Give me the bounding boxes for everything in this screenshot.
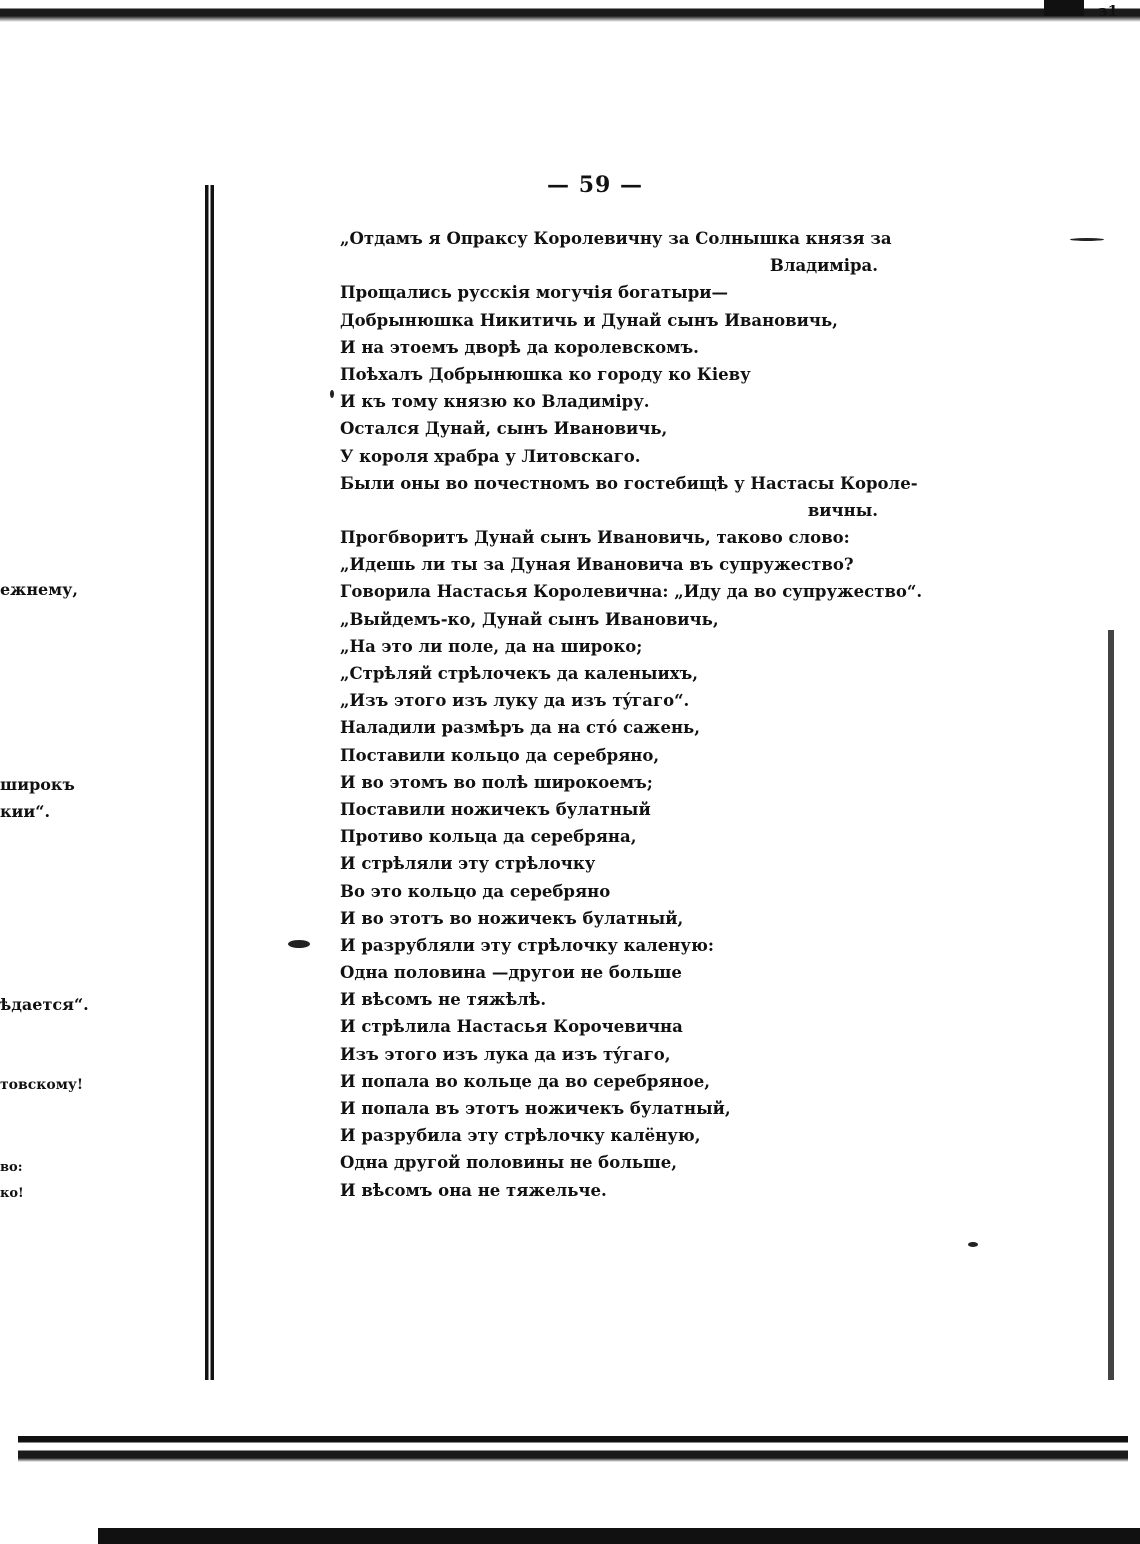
prev-fragment: ежнему, (0, 580, 78, 599)
scan-bottom-strip (98, 1528, 1140, 1544)
page-right-border (1108, 630, 1114, 1380)
poem-line: Наладили размѣръ да на стó сажень, (340, 718, 700, 738)
poem-line: И вѣсомъ не тяжѣлѣ. (340, 990, 547, 1010)
poem-line: Прощались русскія могучія богатыри— (340, 283, 728, 303)
corner-mark: з1 (1098, 2, 1119, 20)
poem-line: Поѣхалъ Добрынюшка ко городу ко Кіеву (340, 364, 751, 384)
prev-fragment: ко! (0, 1186, 24, 1201)
ink-speck (968, 1242, 978, 1247)
poem-line: Во это кольцо да серебряно (340, 881, 611, 901)
poem-line: Одна другой половины не больше, (340, 1153, 678, 1173)
poem-line: Прогбворитъ Дунай сынъ Ивановичь, таково слово: (340, 528, 850, 548)
poem-line: И попала во кольце да во серебряное, (340, 1071, 710, 1091)
poem-line: „На это ли поле, да на широко; (340, 636, 643, 656)
page-left-border (205, 185, 214, 1380)
poem-line: Поставили ножичекъ булатный (340, 799, 651, 819)
poem-line: И къ тому князю ко Владиміру. (340, 392, 650, 412)
poem-line: Изъ этого изъ лука да изъ тýгаго, (340, 1044, 671, 1064)
poem-line: И во этотъ во ножичекъ булатный, (340, 908, 684, 928)
poem-line: Одна половина —другои не больше (340, 963, 682, 983)
poem-line: И вѣсомъ она не тяжельче. (340, 1180, 607, 1200)
prev-fragment: во: (0, 1160, 23, 1175)
prev-fragment: ѣдается“. (0, 995, 89, 1014)
poem-line: Остался Дунай, сынъ Ивановичь, (340, 419, 668, 439)
poem-line: Говорила Настасья Королевична: „Иду да во супружество“. (340, 582, 923, 602)
poem-line: Добрынюшка Никитичь и Дунай сынъ Ивановичь, (340, 310, 838, 330)
poem-line: „Выйдемъ-ко, Дунай сынъ Ивановичь, (340, 609, 719, 629)
poem-line: И стрѣлила Настасья Корочевична (340, 1017, 683, 1037)
poem-line: И стрѣляли эту стрѣлочку (340, 854, 596, 874)
page-number: — 59 — (547, 172, 643, 198)
ink-speck (1070, 238, 1104, 241)
poem-line: Поставили кольцо да серебряно, (340, 745, 660, 765)
poem-line: „Стрѣляй стрѣлочекъ да каленыихъ, (340, 664, 698, 683)
scan-bottom-edge (18, 1436, 1128, 1462)
poem-line: И разрубляли эту стрѣлочку каленую: (340, 935, 714, 955)
poem-line: „Изъ этого изъ луку да изъ тýгаго“. (340, 691, 690, 711)
poem-line: И разрубила эту стрѣлочку калёную, (340, 1126, 701, 1146)
poem-line: Владиміра. (769, 256, 878, 276)
poem-line: вичны. (807, 500, 878, 520)
prev-fragment: широкъ (0, 775, 75, 794)
prev-fragment: кии“. (0, 802, 51, 821)
scan-corner-block (1044, 0, 1084, 16)
scan-top-edge (0, 0, 1140, 26)
poem-line: Были оны во почестномъ во гостебищѣ у Настасы Короле- (340, 473, 918, 493)
poem-line: У короля храбра у Литовскаго. (340, 446, 641, 466)
poem-text (340, 225, 923, 1204)
poem-line: „Отдамъ я Опраксу Королевичну за Солнышка князя за (340, 229, 892, 248)
poem-line: И во этомъ во полѣ широкоемъ; (340, 772, 653, 792)
poem-line: Противо кольца да серебряна, (340, 827, 637, 847)
prev-fragment: товскому! (0, 1077, 83, 1093)
ink-blot (288, 940, 310, 948)
ink-speck (330, 390, 334, 398)
poem-line: „Идешь ли ты за Дуная Ивановича въ супружество? (340, 555, 854, 575)
poem-line: И попала въ этотъ ножичекъ булатный, (340, 1099, 731, 1118)
poem-line: И на этоемъ дворѣ да королевскомъ. (340, 337, 699, 357)
